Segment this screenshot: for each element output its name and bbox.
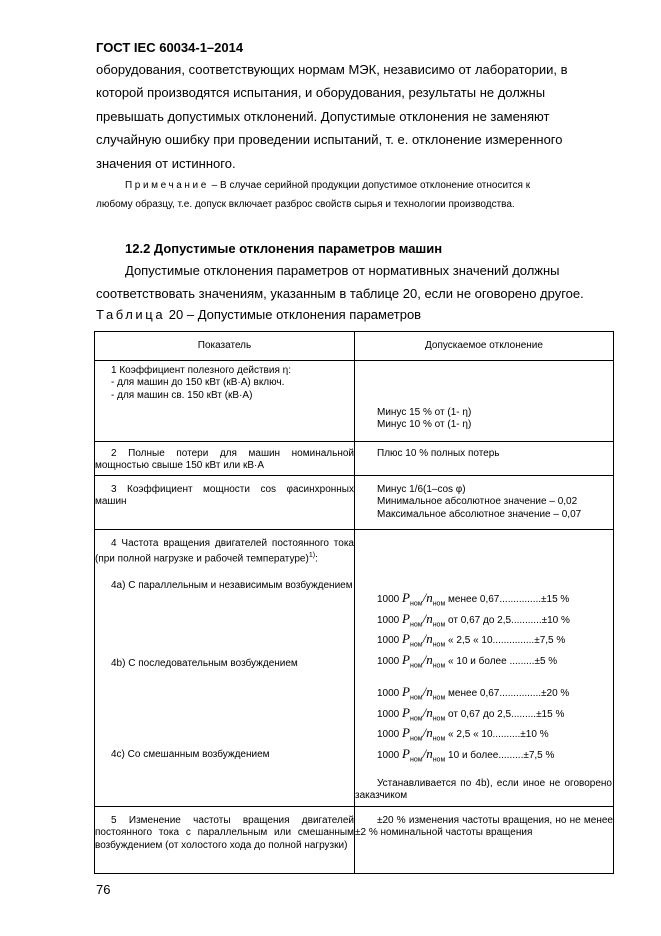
paragraph-line: оборудования, соответствующих нормам МЭК, независимо от лаборатории, в <box>96 62 568 77</box>
table-caption <box>96 307 421 322</box>
formula-range: 10 и более.........±7,5 % <box>445 749 555 761</box>
row3-value: Максимальное абсолютное значение – 0,07 <box>377 508 582 520</box>
formula-range: менее 0,67...............±20 % <box>445 688 570 699</box>
row3-value: Минус 1/6(1–cos φ) <box>377 484 466 495</box>
row4-indicator <box>95 530 355 807</box>
formula-coefficient: 1000 <box>377 729 400 740</box>
row4-title-text: 4 Частота вращения двигателей постоянного тока (при полной нагрузке и рабочей температуре) <box>95 538 354 565</box>
footnote-marker: 1) <box>308 552 316 560</box>
row1-value: Минус 15 % от (1- η) <box>377 407 472 418</box>
formula-range: « 2,5 « 10...............±7,5 % <box>445 635 566 646</box>
table-row <box>95 476 614 530</box>
formula-fraction: $P_{ном}/n_{ном}$ <box>402 651 446 670</box>
formula-fraction: $P_{ном}/n_{ном}$ <box>402 704 446 723</box>
formula-coefficient: 1000 <box>377 614 400 626</box>
row1-item: - для машин до 150 кВт (кВ·А) включ. <box>111 377 285 389</box>
row5-tolerance <box>355 807 614 874</box>
row4-title-colon: : <box>315 553 318 565</box>
table-row <box>95 807 614 874</box>
formula-fraction: $P_{ном}/n_{ном}$ <box>402 684 446 702</box>
row1-tolerance <box>355 361 614 442</box>
row5-value: ±20 % изменения частоты вращения, но не менее ±2 % номинальной частоты вращения <box>355 815 613 839</box>
row4a-label: 4а) С параллельным и независимым возбуждением <box>111 580 353 592</box>
spacer <box>355 764 613 778</box>
row4a-formulas <box>355 588 613 670</box>
row5-indicator <box>95 807 355 874</box>
row1-item: - для машин св. 150 кВт (кВ·А) <box>111 389 253 401</box>
formula-coefficient: 1000 <box>377 749 400 761</box>
row2-value: Плюс 10 % полных потерь <box>377 448 500 459</box>
note-first-line <box>96 176 613 195</box>
formula-line <box>355 703 613 724</box>
note-label: Примечание <box>125 180 209 191</box>
section-heading: 12.2 Допустимые отклонения параметров машин <box>125 241 443 256</box>
row3-value: Минимальное абсолютное значение – 0,02 <box>377 496 578 508</box>
formula-line <box>355 629 613 650</box>
formula-range: от 0,67 до 2,5...........±10 % <box>445 614 570 626</box>
paragraph-line: значения от истинного. <box>96 155 236 171</box>
formula-line <box>355 723 613 744</box>
row4-tolerance <box>355 530 614 807</box>
formula-coefficient: 1000 <box>377 708 400 720</box>
row2-title: 2 Полные потери для машин номинальной мощностью свыше 150 кВт или кВ·А <box>95 448 354 472</box>
row4-title <box>95 530 354 566</box>
row3-tolerance <box>355 476 614 530</box>
table-caption-text: 20 – Допустимые отклонения параметров <box>165 307 422 322</box>
row1-value: Минус 10 % от (1- η) <box>377 419 472 431</box>
table-caption-word: Таблица <box>96 307 166 322</box>
formula-range: от 0,67 до 2,5.........±15 % <box>445 708 565 720</box>
formula-coefficient: 1000 <box>377 635 400 646</box>
spacer <box>95 593 354 658</box>
table-row <box>95 530 614 807</box>
column-header-tolerance: Допускаемое отклонение <box>355 332 614 361</box>
page-number: 76 <box>96 882 111 897</box>
formula-fraction: $P_{ном}/n_{ном}$ <box>402 610 446 629</box>
paragraph-continuation <box>96 58 613 175</box>
note-text: – В случае серийной продукции допустимое отклонение относится к <box>208 180 531 191</box>
spacer <box>95 670 354 749</box>
tolerance-table <box>94 331 614 874</box>
row3-indicator <box>95 476 355 530</box>
row2-indicator <box>95 442 355 476</box>
note <box>96 176 613 214</box>
formula-fraction: $P_{ном}/n_{ном}$ <box>402 745 446 764</box>
row4c-label: 4с) Со смешанным возбуждением <box>111 748 270 760</box>
note-second-line: любому образцу, т.е. допуск включает разброс свойств сырья и технологии производства. <box>96 199 515 210</box>
section-paragraph <box>96 259 613 306</box>
table-row <box>95 361 614 442</box>
formula-range: « 2,5 « 10..........±10 % <box>445 729 549 740</box>
paragraph-line: соответствовать значениям, указанным в таблице 20, если не оговорено другое. <box>96 286 584 302</box>
column-header-indicator: Показатель <box>95 332 355 361</box>
spacer <box>355 670 613 682</box>
row4c-value: Устанавливается по 4b), если иное не оговорено заказчиком <box>355 778 612 802</box>
formula-fraction: $P_{ном}/n_{ном}$ <box>402 590 446 608</box>
table-row <box>95 442 614 476</box>
formula-line <box>355 609 613 630</box>
row2-tolerance <box>355 442 614 476</box>
row1-title: 1 Коэффициент полезного действия η: <box>111 365 291 376</box>
formula-line <box>355 682 613 703</box>
formula-coefficient: 1000 <box>377 655 400 667</box>
document-code: ГОСТ IEC 60034-1–2014 <box>96 40 244 55</box>
formula-range: « 10 и более .........±5 % <box>445 655 558 667</box>
formula-line <box>355 744 613 765</box>
formula-line <box>355 650 613 671</box>
row4b-formulas <box>355 682 613 764</box>
spacer <box>355 530 613 588</box>
paragraph-line: которой производятся испытания, и оборудования, результаты не должны <box>96 85 546 101</box>
formula-line <box>355 588 613 609</box>
row1-indicator <box>95 361 355 442</box>
row5-title: 5 Изменение частоты вращения двигателей постоянного тока с параллельным или смешанным возбуждением (от холостого хода до полной нагрузки) <box>95 815 354 851</box>
formula-range: менее 0,67...............±15 % <box>445 594 570 605</box>
row4b-label: 4b) С последовательным возбуждением <box>111 657 298 669</box>
formula-fraction: $P_{ном}/n_{ном}$ <box>402 725 446 743</box>
formula-coefficient: 1000 <box>377 594 400 605</box>
paragraph-line: случайную ошибку при проведении испытаний, т. е. отклонение измеренного <box>96 132 563 148</box>
paragraph-line: Допустимые отклонения параметров от нормативных значений должны <box>125 263 560 278</box>
formula-coefficient: 1000 <box>377 688 400 699</box>
paragraph-line: превышать допустимых отклонений. Допустимые отклонения не заменяют <box>96 108 550 124</box>
table-header-row <box>95 332 614 361</box>
row3-title: 3 Коэффициент мощности cos φасинхронных машин <box>95 484 354 508</box>
formula-fraction: $P_{ном}/n_{ном}$ <box>402 631 446 649</box>
